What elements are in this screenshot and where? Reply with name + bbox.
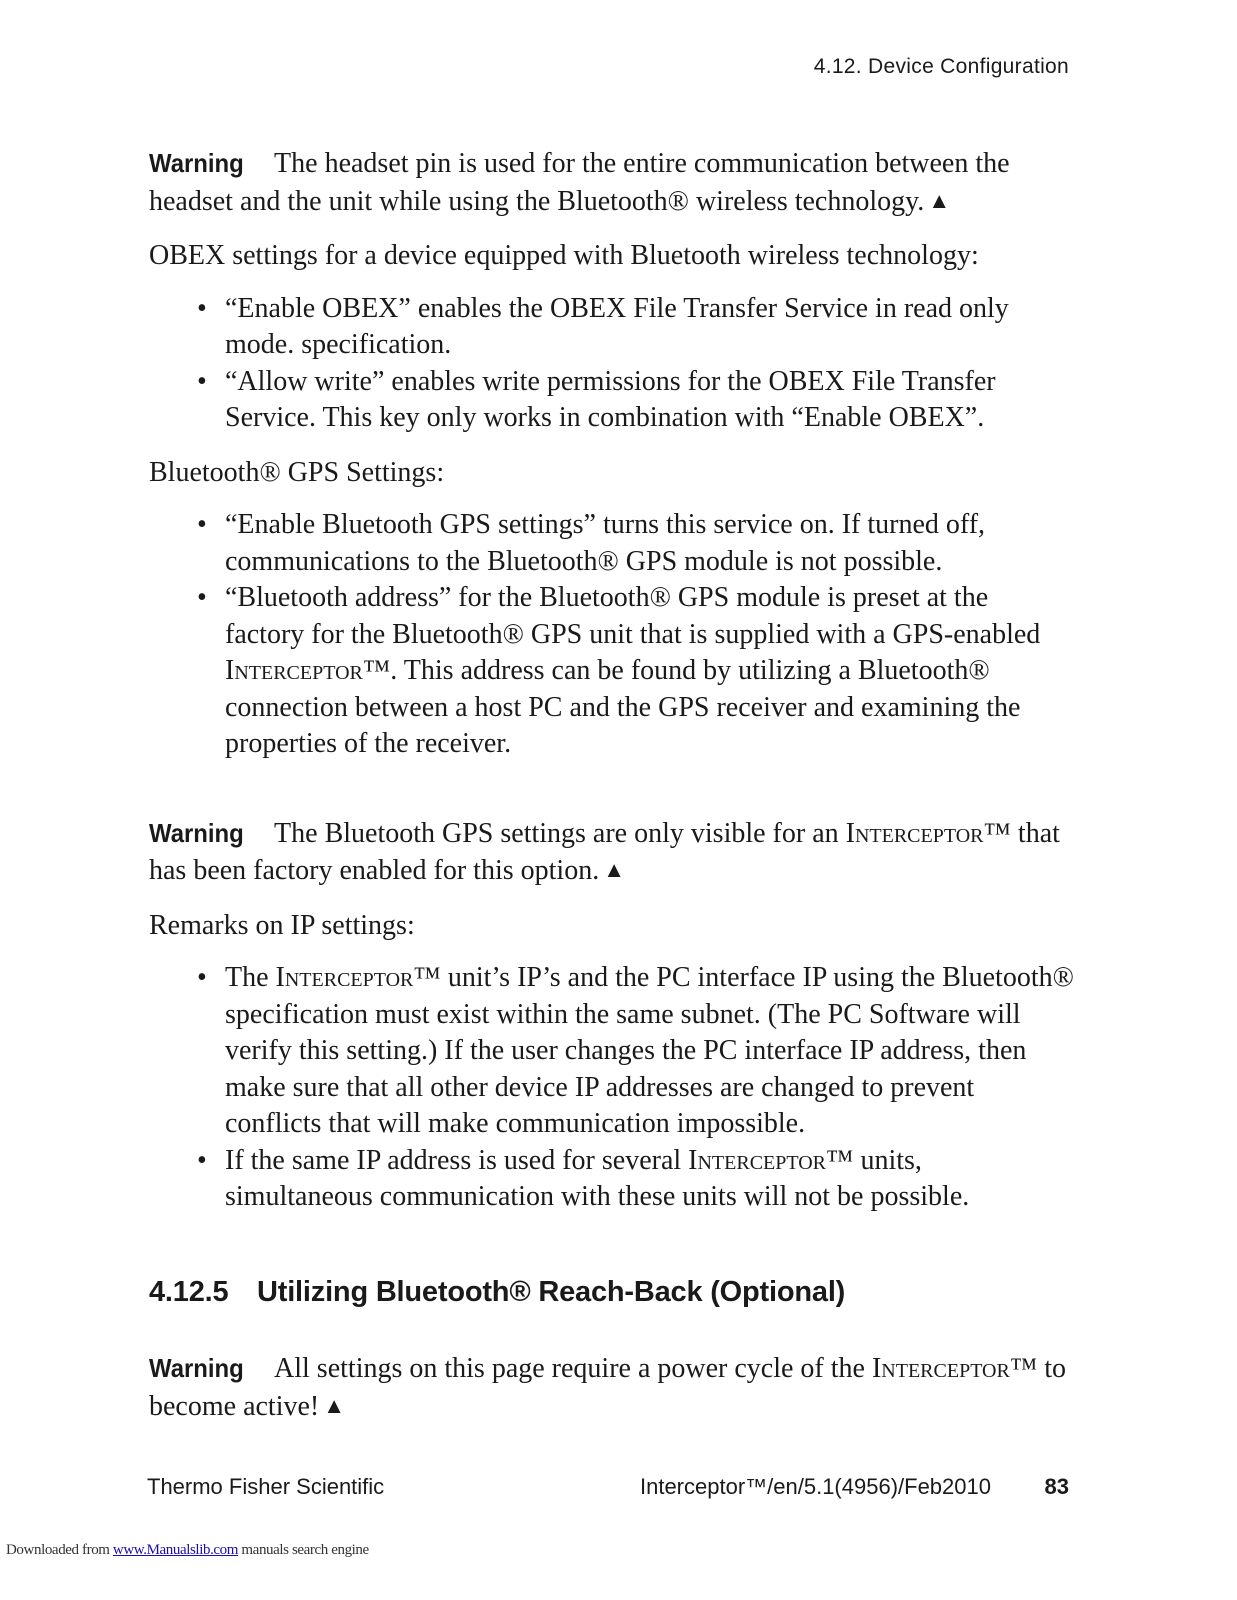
section-heading (149, 1274, 1074, 1311)
list-item: • “Allow write” enables write permissions for the OBEX File Transfer Service. This key only works in combination with “Enable OBEX”. (225, 364, 1074, 437)
gps-list (149, 507, 1074, 763)
product-name: Interceptor (845, 817, 984, 849)
download-notice: Downloaded from www.Manualslib.com manuals search engine (6, 1542, 369, 1558)
running-header: 4.12. Device Configuration (813, 55, 1069, 78)
warning-text: The headset pin is used for the entire communication between the headset and the unit while using the Bluetooth® wireless technology. (149, 148, 1010, 217)
product-name: Interceptor (275, 962, 414, 993)
obex-list (149, 291, 1074, 437)
list-item: • The Interceptor™ unit’s IP’s and the PC interface IP using the Bluetooth® specification must exist within the same subnet. (The PC Software will verify this setting.) If the user changes the PC interface IP address, then make sure that all other device IP addresses are changed to prevent conflicts that will make communication impossible. (225, 960, 1074, 1143)
list-item: • “Enable Bluetooth GPS settings” turns this service on. If turned off, communications to the Bluetooth® GPS module is not possible. (225, 507, 1074, 580)
warning-headset-pin (149, 145, 1074, 220)
warning-label: Warning (149, 817, 244, 848)
ip-intro: Remarks on IP settings: (149, 909, 415, 941)
page-body (149, 145, 1074, 1425)
list-item: • “Bluetooth address” for the Bluetooth® GPS module is preset at the factory for the Bluetooth® GPS unit that is supplied with a GPS-enabled Interceptor™. This address can be found by utilizing a Bluetooth® connection between a host PC and the GPS receiver and examining the properties of the receiver. (225, 580, 1074, 763)
product-name: Interceptor (225, 655, 363, 686)
gps-intro: Bluetooth® GPS Settings: (149, 456, 445, 488)
list-item: • “Enable OBEX” enables the OBEX File Transfer Service in read only mode. specification. (225, 291, 1074, 364)
product-name: Interceptor (688, 1144, 827, 1176)
footer-doc-id: Interceptor™/en/5.1(4956)/Feb2010 (639, 1474, 991, 1499)
obex-intro: OBEX settings for a device equipped with Bluetooth wireless technology: (149, 240, 979, 271)
manualslib-link[interactable]: www.Manualslib.com (112, 1542, 239, 1558)
list-item: • If the same IP address is used for several Interceptor™ units, simultaneous communication with these units will not be possible. (225, 1143, 1074, 1216)
section-title: Utilizing Bluetooth® Reach-Back (Optional) (257, 1275, 846, 1308)
page-number: 83 (1044, 1474, 1069, 1499)
warning-label: Warning (149, 148, 244, 178)
warning-gps-visibility: Warning The Bluetooth GPS settings are only visible for an Interceptor™ that has been factory enabled for this option. ▲ (149, 815, 1074, 890)
footer-company: Thermo Fisher Scientific (147, 1474, 385, 1499)
triangle-icon: ▲ (928, 187, 951, 213)
section-number: 4.12.5 (149, 1275, 229, 1308)
warning-power-cycle: Warning All settings on this page require a power cycle of the Interceptor™ to become active! ▲ (149, 1350, 1074, 1425)
triangle-icon: ▲ (323, 1392, 346, 1418)
triangle-icon: ▲ (603, 857, 625, 882)
product-name: Interceptor (871, 1353, 1010, 1384)
ip-list (149, 960, 1074, 1216)
warning-label: Warning (149, 1353, 244, 1383)
